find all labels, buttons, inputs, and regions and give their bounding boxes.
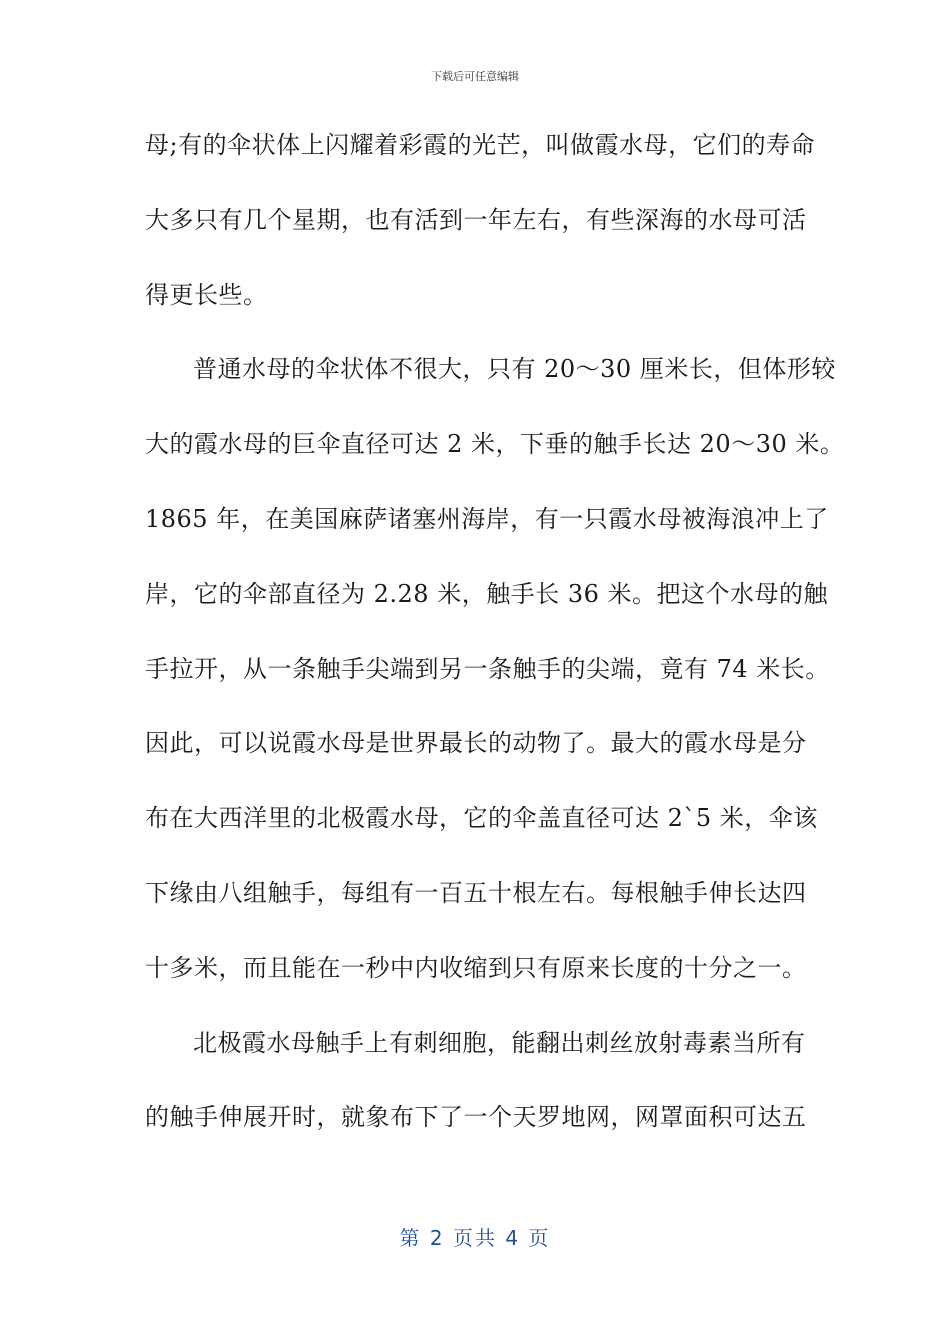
text-line: 大多只有几个星期，也有活到一年左右，有些深海的水母可活 — [145, 205, 807, 234]
text-line: 因此，可以说霞水母是世界最长的动物了。最大的霞水母是分 — [145, 729, 807, 758]
text-line: 布在大西洋里的北极霞水母，它的伞盖直径可达 2`5 米，伞该 — [145, 804, 818, 833]
text-line: 十多米，而且能在一秒中内收缩到只有原来长度的十分之一。 — [145, 953, 807, 982]
text-line: 1865 年，在美国麻萨诸塞州海岸，有一只霞水母被海浪冲上了 — [145, 504, 829, 533]
page-number: 第 2 页共 4 页 — [399, 1226, 551, 1250]
text-line: 得更长些。 — [145, 280, 268, 309]
text-line: 母;有的伞状体上闪耀着彩霞的光芒，叫做霞水母，它们的寿命 — [145, 131, 816, 159]
text-line: 下缘由八组触手，每组有一百五十根左右。每根触手伸长达四 — [145, 878, 807, 907]
text-line: 大的霞水母的巨伞直径可达 2 米，下垂的触手长达 20～30 米。 — [145, 430, 845, 459]
text-line: 手拉开，从一条触手尖端到另一条触手的尖端，竟有 74 米长。 — [145, 654, 830, 683]
paragraph-first-line: 北极霞水母触手上有刺细胞，能翻出刺丝放射毒素当所有 — [193, 1028, 806, 1057]
paragraph-first-line: 普通水母的伞状体不很大，只有 20～30 厘米长，但体形较 — [193, 355, 836, 384]
header-note: 下载后可任意编辑 — [431, 70, 519, 83]
document-body — [145, 120, 845, 1167]
text-line: 岸，它的伞部直径为 2.28 米，触手长 36 米。把这个水母的触 — [145, 579, 828, 608]
text-line: 的触手伸展开时，就象布下了一个天罗地网，网罩面积可达五 — [145, 1103, 807, 1132]
